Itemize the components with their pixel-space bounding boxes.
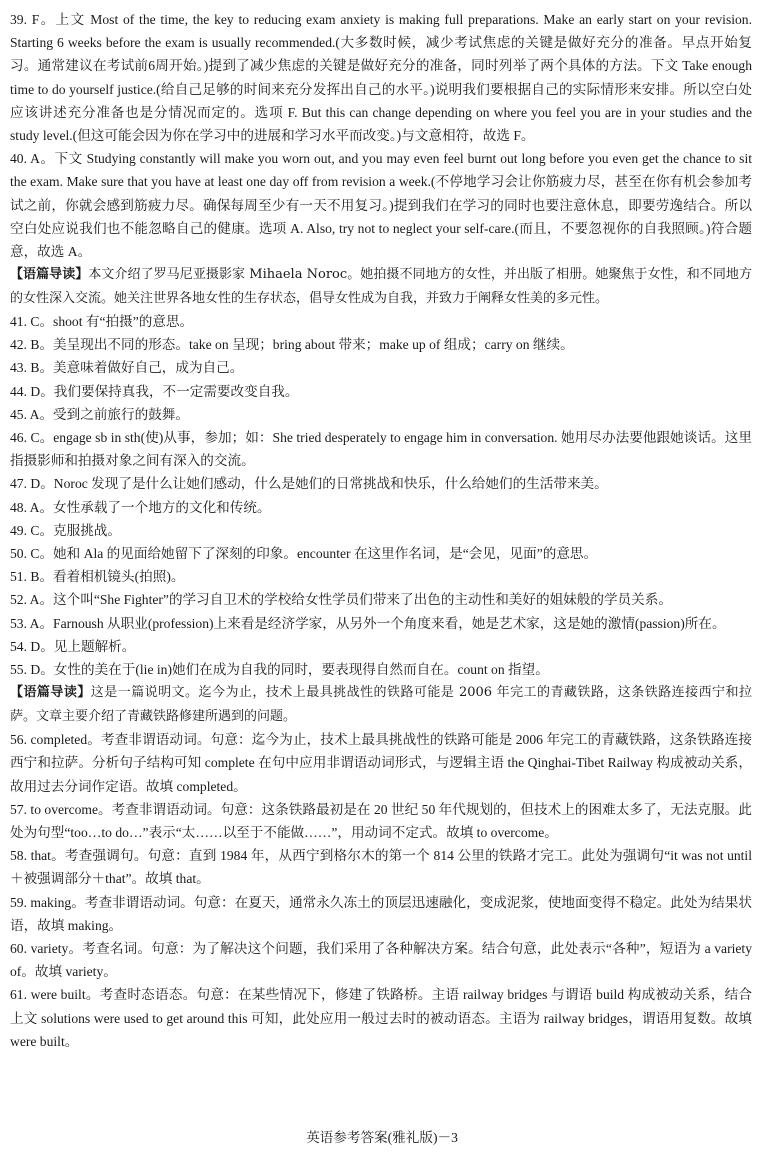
answer-explanation: 54. D。见上题解析。 <box>10 638 136 654</box>
answer-explanation: 53. A。Farnoush 从职业(profession)上来看是经济学家，从另外一个角度来看，她是艺术家，这是她的激情(passion)所在。 <box>10 615 726 631</box>
answer-explanation: 48. A。女性承载了一个地方的文化和传统。 <box>10 499 271 515</box>
answer-explanation: 45. A。受到之前旅行的鼓舞。 <box>10 406 189 422</box>
answer-explanation: 41. C。shoot 有“拍摄”的意思。 <box>10 314 194 330</box>
reading-guide-tag: 【语篇导读】 <box>10 685 91 701</box>
answer-explanation: 42. B。美呈现出不同的形态。take on 呈现；bring about 带来；make up of 组成；carry on 继续。 <box>10 337 574 353</box>
answer-explanation: 60. variety。考查名词。句意：为了解决这个问题，我们采用了各种解决方案。结合句意，此处表示“各种”，短语为 a variety of。故填 variety。 <box>10 940 752 980</box>
answer-list <box>10 8 752 1053</box>
page-footer: 英语参考答案(雅礼版)－3 <box>306 1129 458 1145</box>
answer-explanation: 59. making。考查非谓语动词。句意：在夏天，通常永久冻土的顶层迅速融化，变成泥浆，使地面变得不稳定。此处为结果状语，故填 making。 <box>10 894 752 933</box>
answer-explanation: 57. to overcome。考查非谓语动词。句意：这条铁路最初是在 20 世纪 50 年代规划的，但技术上的困难太多了，无法克服。此处为句型“too…to do…”表示“太……以至于不能做……”，用动词不定式。故填 to overcome。 <box>10 801 752 840</box>
answer-explanation: 61. were built。考查时态语态。句意：在某些情况下，修建了铁路桥。主语 railway bridges 与谓语 build 构成被动关系，结合上文 solutions were used to get around this 可知，此处应用一般过去时的被动语态。主语为 railway bridges，谓语用复数。故填 were built。 <box>10 987 752 1049</box>
answer-explanation: 58. that。考查强调句。句意：直到 1984 年，从西宁到格尔木的第一个 814 公里的铁路才完工。此处为强调句“it was not until＋被强调部分＋that”。故填 that。 <box>10 848 752 887</box>
answer-explanation: 40. A。下文 Studying constantly will make you worn out, and you may even feel burnt out long before you even get the chance to sit the exam. Make sure that you have at least one day off from revision a week.(不停地学习会让你筋疲力尽，甚至在你有机会参加考试之前，你就会感到筋疲力尽。确保每周至少有一天不用复习。)提到我们在学习的同时也要注意休息，即要劳逸结合。所以空白处应说我们也不能忽略自己的健康。选项 A. Also, try not to neglect your self-care.(而且，不要忽视你的自我照顾。)符合题意，故选 A。 <box>10 151 752 260</box>
reading-guide-text: 本文介绍了罗马尼亚摄影家 Mihaela Noroc。她拍摄不同地方的女性，并出版了相册。她聚焦于女性，和不同地方的女性深入交流。她关注世界各地女性的生存状态，倡导女性成为自我，并致力于阐释女性美的多元性。 <box>10 267 752 306</box>
answer-explanation: 49. C。克服挑战。 <box>10 522 122 538</box>
answer-explanation: 56. completed。考查非谓语动词。句意：迄今为止，技术上最具挑战性的铁路可能是 2006 年完工的青藏铁路，这条铁路连接西宁和拉萨。分析句子结构可知 complete 在句中应用非谓语动词形式，与逻辑主语 the Qinghai-Tibet Railway 构成被动关系，故用过去分词作定语。故填 completed。 <box>10 732 752 794</box>
answer-explanation: 50. C。她和 Ala 的见面给她留下了深刻的印象。encounter 在这里作名词，是“会见，见面”的意思。 <box>10 546 598 562</box>
answer-explanation: 47. D。Noroc 发现了是什么让她们感动，什么是她们的日常挑战和快乐，什么给她们的生活带来美。 <box>10 476 608 492</box>
reading-guide <box>10 681 752 728</box>
answer-explanation: 44. D。我们要保持真我，不一定需要改变自我。 <box>10 383 299 399</box>
answer-explanation: 39. F。上文 Most of the time, the key to reducing exam anxiety is making full preparations. Make an early start on your revision. Starting 6 weeks before the exam is usually recommended.(大多数时候，减少考试焦虑的关键是做好充分的准备。早点开始复习。通常建议在考试前6周开始。)提到了减少焦虑的关键是做好充分的准备，同时列举了两个具体的方法。下文 Take enough time to do yourself justice.(给自己足够的时间来充分发挥出自己的水平。)说明我们要根据自己的实际情形来安排。所以空白处应该讲述充分准备也是分情况而定的。选项 F. But this can change depending on where you feel you are in your studies and the study level.(但这可能会因为你在学习中的进展和学习水平而改变。)与文意相符，故选 F。 <box>10 12 752 144</box>
reading-guide-text: 这是一篇说明文。迄今为止，技术上最具挑战性的铁路可能是 2006 年完工的青藏铁路，这条铁路连接西宁和拉萨。文章主要介绍了青藏铁路修建所遇到的问题。 <box>10 685 752 724</box>
reading-guide-tag: 【语篇导读】 <box>10 267 89 283</box>
answer-explanation: 52. A。这个叫“She Fighter”的学习自卫术的学校给女性学员们带来了出色的主动性和美好的姐妹般的学员关系。 <box>10 592 672 608</box>
answer-explanation: 51. B。看着相机镜头(拍照)。 <box>10 569 185 585</box>
reading-guide <box>10 263 752 310</box>
answer-explanation: 43. B。美意味着做好自己，成为自己。 <box>10 360 244 376</box>
answer-explanation: 55. D。女性的美在于(lie in)她们在成为自我的同时，要表现得自然而自在。count on 指望。 <box>10 662 549 678</box>
answer-explanation: 46. C。engage sb in sth(使)从事，参加；如：She tried desperately to engage him in conversation. 她用尽办法要他跟她谈话。这里指摄影师和拍摄对象之间有深入的交流。 <box>10 430 752 469</box>
